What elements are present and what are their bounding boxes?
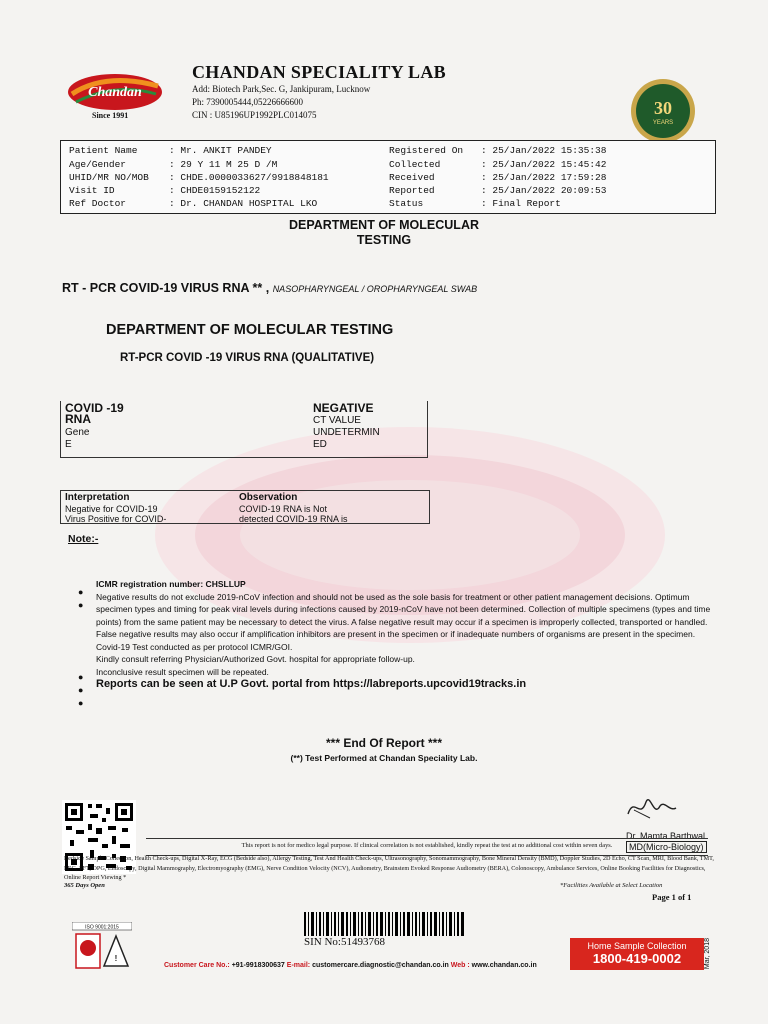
page-number: Page 1 of 1 — [652, 892, 692, 902]
hsc-phone: 1800-419-0002 — [592, 951, 682, 966]
since-year: Since 1991 — [92, 111, 129, 120]
department-heading-2: DEPARTMENT OF MOLECULAR TESTING — [106, 322, 394, 338]
gene-label: Gene — [65, 427, 90, 438]
30-years-seal — [630, 78, 696, 144]
barcode — [304, 912, 464, 936]
svg-text:ISO 9001:2015: ISO 9001:2015 — [85, 924, 119, 931]
interpretation-box: Interpretation Observation Negative for COVID-19 COVID-19 RNA is Not Virus Positive for COVID- detected COVID-19 RNA is — [60, 490, 430, 524]
performed-at: (**) Test Performed at Chandan Speciality Lab. — [290, 753, 478, 763]
note-label: Note:- — [68, 533, 99, 545]
ct-label: CT VALUE — [313, 415, 361, 426]
patient-row: Ref Doctor : Dr. CHANDAN HOSPITAL LKO Status : Final Report — [69, 198, 561, 209]
result-box: COVID -19 RNA Gene E NEGATIVE CT VALUE UNDETERMIN ED — [60, 401, 428, 458]
patient-row: Visit ID : CHDE0159152122 Reported : 25/Jan/2022 20:09:53 — [69, 185, 607, 196]
lab-name: CHANDAN SPECIALITY LAB — [192, 62, 446, 82]
test-name: RT - PCR COVID-19 VIRUS RNA ** , NASOPHARYNGEAL / OROPHARYNGEAL SWAB — [62, 281, 478, 295]
disclaimer: This report is not for medico legal purpose. If clinical correlation is not established, kindly repeat the test at no additional cost within seven days. — [146, 838, 708, 856]
svg-text:YEARS: YEARS — [652, 120, 674, 126]
svg-text:Chandan: Chandan — [88, 85, 142, 100]
portal-link-text: Reports can be seen at U.P Govt. portal from https://labreports.upcovid19tracks.in — [96, 678, 527, 690]
lab-address: Add: Biotech Park,Sec. G, Jankipuram, Lucknow — [192, 84, 371, 94]
gene-value: E — [65, 439, 72, 450]
lab-cin: CIN : U85196UP1992PLC014075 — [192, 110, 317, 120]
bullet-icon: ● — [78, 600, 84, 610]
iso-certification-icon — [72, 922, 132, 972]
svg-text:30: 30 — [654, 98, 672, 118]
patient-details-table — [60, 140, 716, 214]
open-days: 365 Days Open — [64, 882, 105, 889]
sin-number: SIN No:51493768 — [304, 936, 385, 948]
home-sample-collection-banner: Home Sample Collection 1800-419-0002 — [570, 938, 704, 970]
doctor-name: Dr. Mamta Barthwal MD(Micro-Biology) — [626, 831, 706, 852]
bullet-icon: ● — [78, 587, 84, 597]
facilities-note: *Facilities Available at Select Location — [560, 882, 663, 889]
bullet-icon: ● — [78, 698, 84, 708]
end-of-report: *** End Of Report *** — [325, 736, 442, 750]
specimen-type: NASOPHARYNGEAL / OROPHARYNGEAL SWAB — [272, 284, 478, 294]
bullet-icon: ● — [78, 672, 84, 682]
customer-care-line: Customer Care No.: +91-9918300637 E-mail: customercare.diagnostic@chandan.co.in Web : www.chandan.co.in — [164, 962, 537, 969]
notes-section: ICMR registration number: CHSLLUP Negative results do not exclude 2019-nCoV infection and should not be used as the sole basis for treatment or other patient management decisions. Optimum specimen types and timing for peak viral levels during infections caused by 2019-nCoV have not been determined. Collection of multiple specimens (types and time points) from the same patient may be necessary to detect the virus. A false negative result may occur if a specimen is improperly collected, transported or handled. False negative results may also occur if amplification inhibitors are present in the specimen or if inadequate numbers of organisms are present in the specimen. Covid-19 Test conducted as per protocol ICMR/GOI. Kindly consult referring Physician/Authorized Govt. hospital for appropriate follow-up. Inconclusive result specimen will be repeated. Reports can be seen at U.P Govt. portal from https://labreports.upcovid19tracks.in — [96, 578, 716, 691]
patient-row: UHID/MR NO/MOB : CHDE.0000033627/9918848181 Received : 25/Jan/2022 17:59:28 — [69, 172, 607, 183]
doctor-signature — [620, 790, 680, 826]
result-test-name: COVID -19 — [65, 401, 124, 415]
ct-value: UNDETERMIN — [313, 427, 380, 438]
patient-row: Age/Gender : 29 Y 11 M 25 D /M Collected : 25/Jan/2022 15:45:42 — [69, 159, 607, 170]
svg-text:!: ! — [114, 954, 118, 963]
facilities-list: Bedside Sample Collection, Health Check-ups, Digital X-Ray, ECG (Bedside also), Allergy Testing, Test And Health Check-ups, Ultrasonography, Sonomammography, Bone Mineral Density (BMD), Doppler Studies, 2D Echo, CT Scan, MRI, Blood Bank, TMT, EEG, PFT, OPG, Endoscopy, Digital Mammography, Electromyography (EMG), Nerve Condition Velocity (NCV), Audiometry, Brainstem Evoked Response Audiometry (BERA), Colonoscopy, Ambulance Services, Online Booking Facilities for Diagnostics, Online Report Viewing * — [64, 855, 714, 881]
test-subtitle: RT-PCR COVID -19 VIRUS RNA (QUALITATIVE) — [120, 352, 375, 364]
patient-row: Patient Name : Mr. ANKIT PANDEY Registered On : 25/Jan/2022 15:35:38 — [69, 145, 607, 156]
bullet-icon: ● — [78, 685, 84, 695]
department-heading: DEPARTMENT OF MOLECULAR TESTING — [288, 218, 480, 247]
icmr-number: ICMR registration number: CHSLLUP — [96, 579, 246, 589]
lab-phone: Ph: 7390005444,05226666600 — [192, 97, 304, 107]
result-value: NEGATIVE — [313, 401, 374, 415]
print-date: Mar, 2018 — [704, 938, 711, 970]
